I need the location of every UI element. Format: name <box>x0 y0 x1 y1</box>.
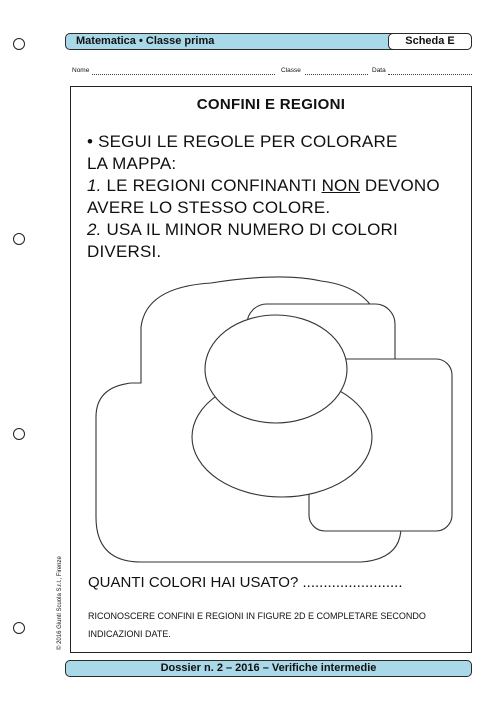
header-bar <box>65 33 472 50</box>
instruction-line-5: 2. USA IL MINOR NUMERO DI COLORI <box>87 220 398 239</box>
date-label: Data <box>372 67 386 74</box>
map-region-upper-ellipse <box>205 315 347 423</box>
instruction-line-6: DIVERSI. <box>87 242 162 261</box>
binder-hole-top <box>13 38 25 50</box>
learning-objective-note: RICONOSCERE CONFINI E REGIONI IN FIGURE 2D E COMPLETARE SECONDO INDICAZIONI DATE. <box>88 611 426 639</box>
sheet-label: Scheda E <box>388 33 472 50</box>
instruction-line-1: • SEGUI LE REGOLE PER COLORARE <box>87 132 398 151</box>
subject-label: Matematica • Classe prima <box>76 35 215 47</box>
worksheet-box <box>70 86 472 653</box>
date-field[interactable] <box>388 74 472 75</box>
worksheet-title: CONFINI E REGIONI <box>196 96 346 113</box>
binder-hole-lower-middle <box>13 428 25 440</box>
rule-number-2: 2. <box>87 220 102 239</box>
instruction-line-2: LA MAPPA: <box>87 154 177 173</box>
emphasis-non: NON <box>321 176 360 195</box>
footer-bar: Dossier n. 2 – 2016 – Verifiche intermedie <box>65 660 472 677</box>
rule-number-1: 1. <box>87 176 102 195</box>
name-field[interactable] <box>92 74 275 75</box>
class-field[interactable] <box>305 74 368 75</box>
binder-hole-bottom <box>13 622 25 634</box>
copyright-notice: © 2016 Giunti Scuola S.r.l., Firenze <box>57 556 63 650</box>
student-fields <box>70 67 472 79</box>
class-label: Classe <box>281 67 301 74</box>
instruction-line-3: 1. LE REGIONI CONFINANTI NON DEVONO <box>87 176 440 195</box>
binder-hole-upper-middle <box>13 233 25 245</box>
name-label: Nome <box>72 67 90 74</box>
coloring-map <box>71 87 471 652</box>
colors-used-question: QUANTI COLORI HAI USATO? ........................ <box>88 574 403 591</box>
instruction-line-4: AVERE LO STESSO COLORE. <box>87 198 331 217</box>
